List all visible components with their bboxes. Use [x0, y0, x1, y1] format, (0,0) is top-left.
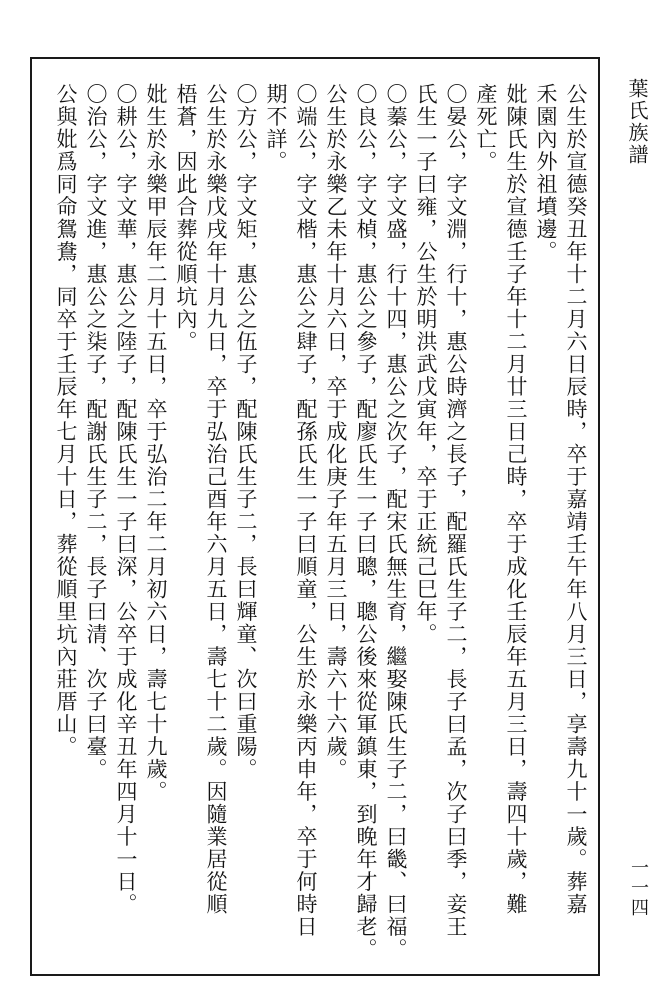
text-column-15: 妣生於永樂甲辰年二月十五日，卒于弘治二年二月初六日，壽七十九歲。 — [144, 83, 168, 803]
text-column-9: 公生於永樂乙未年十月六日，卒于成化庚子年五月三日，壽六十六歲。 — [324, 83, 348, 781]
text-column-3: 妣陳氏生於宣德壬子年十二月廿三日己時，卒于成化壬辰年五月三日，壽四十歲，難 — [504, 83, 528, 916]
text-column-17: 〇治公，字文進，惠公之柒子，配謝氏生子二，長子曰清、次子曰臺。 — [84, 83, 108, 781]
text-column-2: 禾園內外祖墳邊。 — [534, 83, 558, 263]
text-column-18: 公與妣爲同命鴛鴦，同卒于壬辰年七月十日，葬從順里坑內莊厝山。 — [54, 83, 78, 758]
page-number: 一一四 — [628, 858, 649, 918]
text-column-14: 梧蒼，因此合葬從順坑內。 — [174, 83, 198, 353]
text-column-10: 〇端公，字文楷，惠公之肆子，配孫氏生一子曰順童，公生於永樂丙申年，卒于何時日 — [294, 83, 318, 938]
text-column-6: 氏生一子曰雍，公生於明洪武戊寅年，卒于正統己巳年。 — [414, 83, 438, 646]
text-column-5: 〇晏公，字文淵，行十，惠公時濟之長子，配羅氏生子二，長子曰孟，次子曰季，妾王 — [444, 83, 468, 938]
text-column-12: 〇方公，字文矩，惠公之伍子，配陳氏生子二，長曰輝童、次曰重陽。 — [234, 83, 258, 781]
book-title: 葉氏族譜 — [625, 78, 649, 166]
text-column-1: 公生於宣德癸丑年十二月六日辰時，卒于嘉靖壬午年八月三日，享壽九十一歲。葬嘉 — [564, 83, 588, 916]
text-column-13: 公生於永樂戊戌年十月九日，卒于弘治己酉年六月五日，壽七十二歲。因隨業居從順 — [204, 83, 228, 916]
text-column-11: 期不詳。 — [264, 83, 288, 173]
text-column-8: 〇良公，字文楨，惠公之參子，配廖氏生一子曰聰，聰公後來從軍鎮東，到晚年才歸老。 — [354, 83, 378, 961]
text-column-4: 產死亡。 — [474, 83, 498, 173]
text-column-7: 〇蓁公，字文盛，行十四，惠公之次子，配宋氏無生育，繼娶陳氏生子二，曰畿、曰福。 — [384, 83, 408, 961]
text-column-16: 〇耕公，字文華，惠公之陸子，配陳氏生一子曰深，公卒于成化辛丑年四月十一日。 — [114, 83, 138, 916]
